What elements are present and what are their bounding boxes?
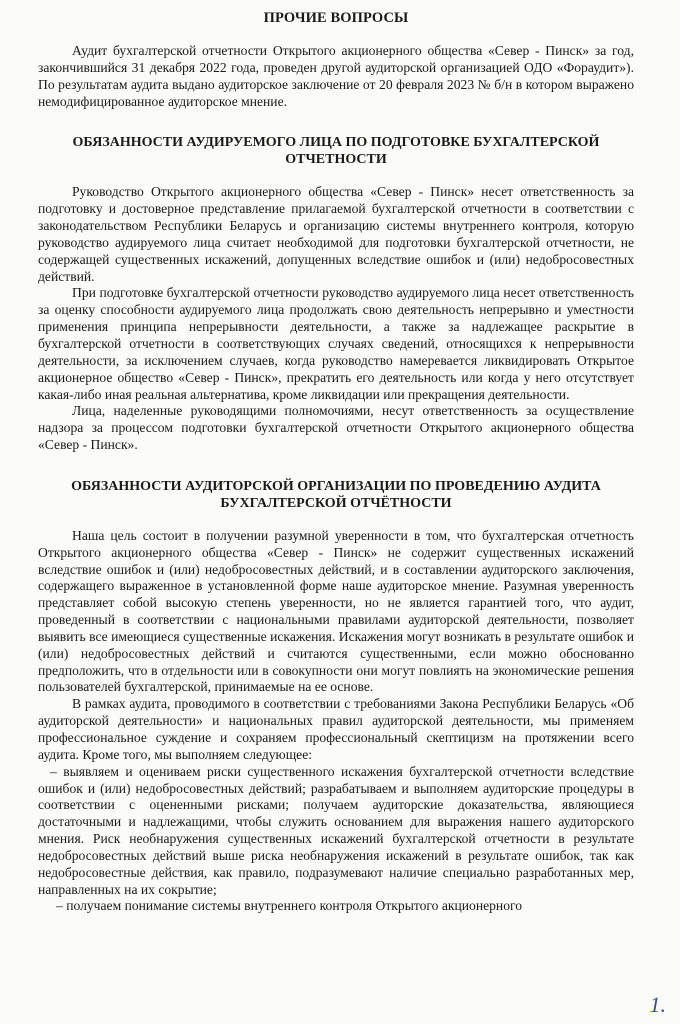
paragraph-auditor-1: Наша цель состоит в получении разумной уверенности в том, что бухгалтерская отчетность Открытого акционерного общества «Север - Пинск» не содержит существенных искажений вследствие ошибок и (или) недобросовестных действий, и в составлении аудиторского заключения, содержащего выраженное в установленной форме наше аудиторское мнение. Разумная уверенность представляет собой высокую степень уверенности, но не является гарантией того, что аудит, проведенный в соответствии с национальными правилами аудиторской деятельности, позволяет выявить все имеющиеся существенные искажения. Искажения могут возникать в результате ошибок и (или) недобросовестных действий и считаются существенными, если можно обоснованно предположить, что в отдельности или в совокупности они могут повлиять на экономические решения пользователей бухгалтерской, принимаемые на ее основе. bbox=[38, 527, 634, 695]
paragraph-other-matters: Аудит бухгалтерской отчетности Открытого акционерного общества «Север - Пинск» за год, закончившийся 31 декабря 2022 года, проведен другой аудиторской организацией ОДО «Фораудит»). По результатам аудита выдано аудиторское заключение от 20 февраля 2023 № б/н в котором выражено немодифицированное аудиторское мнение. bbox=[38, 43, 634, 109]
list-item: – выявляем и оцениваем риски существенного искажения бухгалтерской отчетности вследствие ошибок и (или) недобросовестных действий; разрабатываем и выполняем аудиторские процедуры в соответствии с оцененными рисками; получаем аудиторские доказательства, являющиеся достаточными и надлежащими, чтобы служить основанием для выражения нашего аудиторского мнения. Риск необнаружения существенных искажений бухгалтерской отчетности в результате недобросовестных действий выше риска необнаружения искажений в результате ошибок, так как недобросовестные действия, как правило, подразумевают наличие специально разработанных мер, направленных на их сокрытие; bbox=[38, 763, 634, 897]
paragraph-management-3: Лица, наделенные руководящими полномочиями, несут ответственность за осуществление надзора за процессом подготовки бухгалтерской отчетности Открытого акционерного общества «Север - Пинск». bbox=[38, 403, 634, 453]
document-page bbox=[38, 10, 634, 915]
paragraph-management-2: При подготовке бухгалтерской отчетности руководство аудируемого лица несет ответственность за оценку способности аудируемого лица продолжать свою деятельность непрерывно и уместности применения принципа непрерывности деятельности, а также за надлежащее раскрытие в бухгалтерской отчетности в соответствующих случаях сведений, относящихся к непрерывности деятельности, за исключением случаев, когда руководство намеревается ликвидировать Открытое акционерное общество «Север - Пинск», прекратить его деятельность или когда у него отсутствует какая-либо иная реальная альтернатива, кроме ликвидации или прекращения деятельности. bbox=[38, 285, 634, 402]
section-title-other-matters: ПРОЧИЕ ВОПРОСЫ bbox=[263, 10, 409, 26]
paragraph-auditor-2: В рамках аудита, проводимого в соответствии с требованиями Закона Республики Беларусь «Об аудиторской деятельности» и национальных правил аудиторской деятельности, мы применяем профессиональное суждение и сохраняем профессиональный скептицизм на протяжении всего аудита. Кроме того, мы выполняем следующее: bbox=[38, 696, 634, 762]
list-item: – получаем понимание системы внутреннего контроля Открытого акционерного bbox=[56, 898, 523, 914]
section-title-management-responsibilities: ОБЯЗАННОСТИ АУДИРУЕМОГО ЛИЦА ПО ПОДГОТОВКЕ БУХГАЛТЕРСКОЙ ОТЧЕТНОСТИ bbox=[72, 135, 600, 168]
page-number: 1. bbox=[649, 992, 666, 1017]
section-title-auditor-responsibilities: ОБЯЗАННОСТИ АУДИТОРСКОЙ ОРГАНИЗАЦИИ ПО ПРОВЕДЕНИЮ АУДИТА БУХГАЛТЕРСКОЙ ОТЧЁТНОСТИ bbox=[71, 478, 601, 511]
paragraph-management-1: Руководство Открытого акционерного общества «Север - Пинск» несет ответственность за подготовку и достоверное представление прилагаемой бухгалтерской отчетности в соответствии с законодательством Республики Беларусь и организацию системы внутреннего контроля, которую руководство аудируемого лица считает необходимой для подготовки бухгалтерской отчетности, не содержащей существенных искажений, допущенных вследствие ошибок и (или) недобросовестных действий. bbox=[38, 184, 634, 284]
